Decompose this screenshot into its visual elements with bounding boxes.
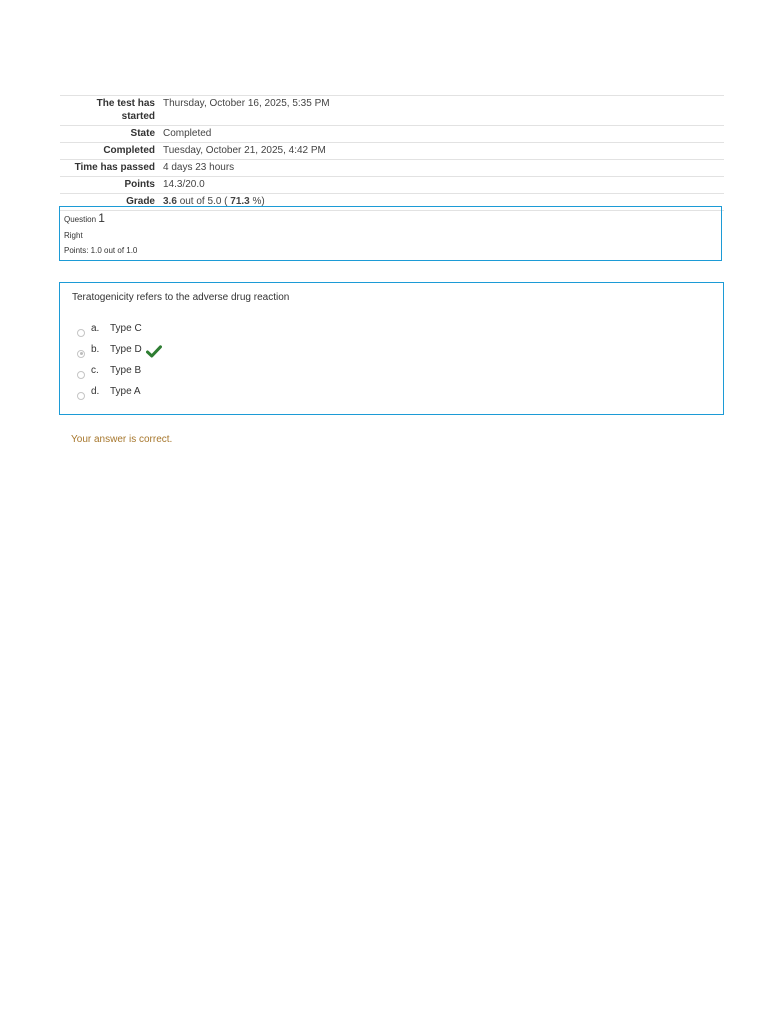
answer-option-d[interactable] [72, 381, 711, 402]
answer-text: Type B [110, 365, 142, 376]
answer-letter: c. [91, 365, 99, 376]
summary-row [60, 126, 724, 143]
summary-label: Time has passed [60, 160, 159, 177]
attempt-summary-table [60, 95, 724, 211]
summary-value: 4 days 23 hours [159, 160, 724, 177]
summary-value: Completed [159, 126, 724, 143]
answer-option-c[interactable] [72, 360, 711, 381]
question-content-box [59, 282, 724, 415]
radio-button-selected[interactable] [77, 350, 85, 358]
summary-row [60, 160, 724, 177]
radio-button[interactable] [77, 371, 85, 379]
summary-label: The test has started [60, 96, 159, 126]
summary-label: Completed [60, 143, 159, 160]
summary-value: 14.3/20.0 [159, 177, 724, 194]
answer-option-a[interactable] [72, 318, 711, 339]
answer-letter: a. [91, 323, 100, 334]
grade-out-of: out of 5.0 ( [179, 196, 228, 207]
summary-value: Thursday, October 16, 2025, 5:35 PM [159, 96, 724, 126]
answer-feedback: Your answer is correct. [71, 434, 173, 445]
grade-percent-suffix: %) [252, 196, 265, 207]
question-status: Right [64, 231, 83, 240]
grade-percent: 71.3 [230, 196, 250, 207]
radio-button[interactable] [77, 329, 85, 337]
answer-text: Type C [110, 323, 142, 334]
grade-label: Grade [60, 194, 159, 211]
summary-row [60, 177, 724, 194]
summary-value: Tuesday, October 21, 2025, 4:42 PM [159, 143, 724, 160]
summary-row [60, 143, 724, 160]
summary-label: State [60, 126, 159, 143]
answer-letter: d. [91, 386, 100, 397]
summary-label: Points [60, 177, 159, 194]
summary-row [60, 96, 724, 126]
question-info-box [59, 206, 722, 261]
radio-button[interactable] [77, 392, 85, 400]
answer-letter: b. [91, 344, 100, 355]
question-number [64, 210, 717, 228]
checkmark-icon [146, 345, 162, 358]
question-prefix: Question [64, 215, 97, 224]
answer-text: Type A [110, 386, 141, 397]
answer-text: Type D [110, 344, 142, 355]
question-text: Teratogenicity refers to the adverse drug reaction [72, 292, 290, 303]
question-points: Points: 1.0 out of 1.0 [64, 246, 138, 255]
answer-option-b[interactable] [72, 339, 711, 360]
grade-score: 3.6 [163, 196, 177, 207]
question-number-value: 1 [98, 211, 105, 225]
